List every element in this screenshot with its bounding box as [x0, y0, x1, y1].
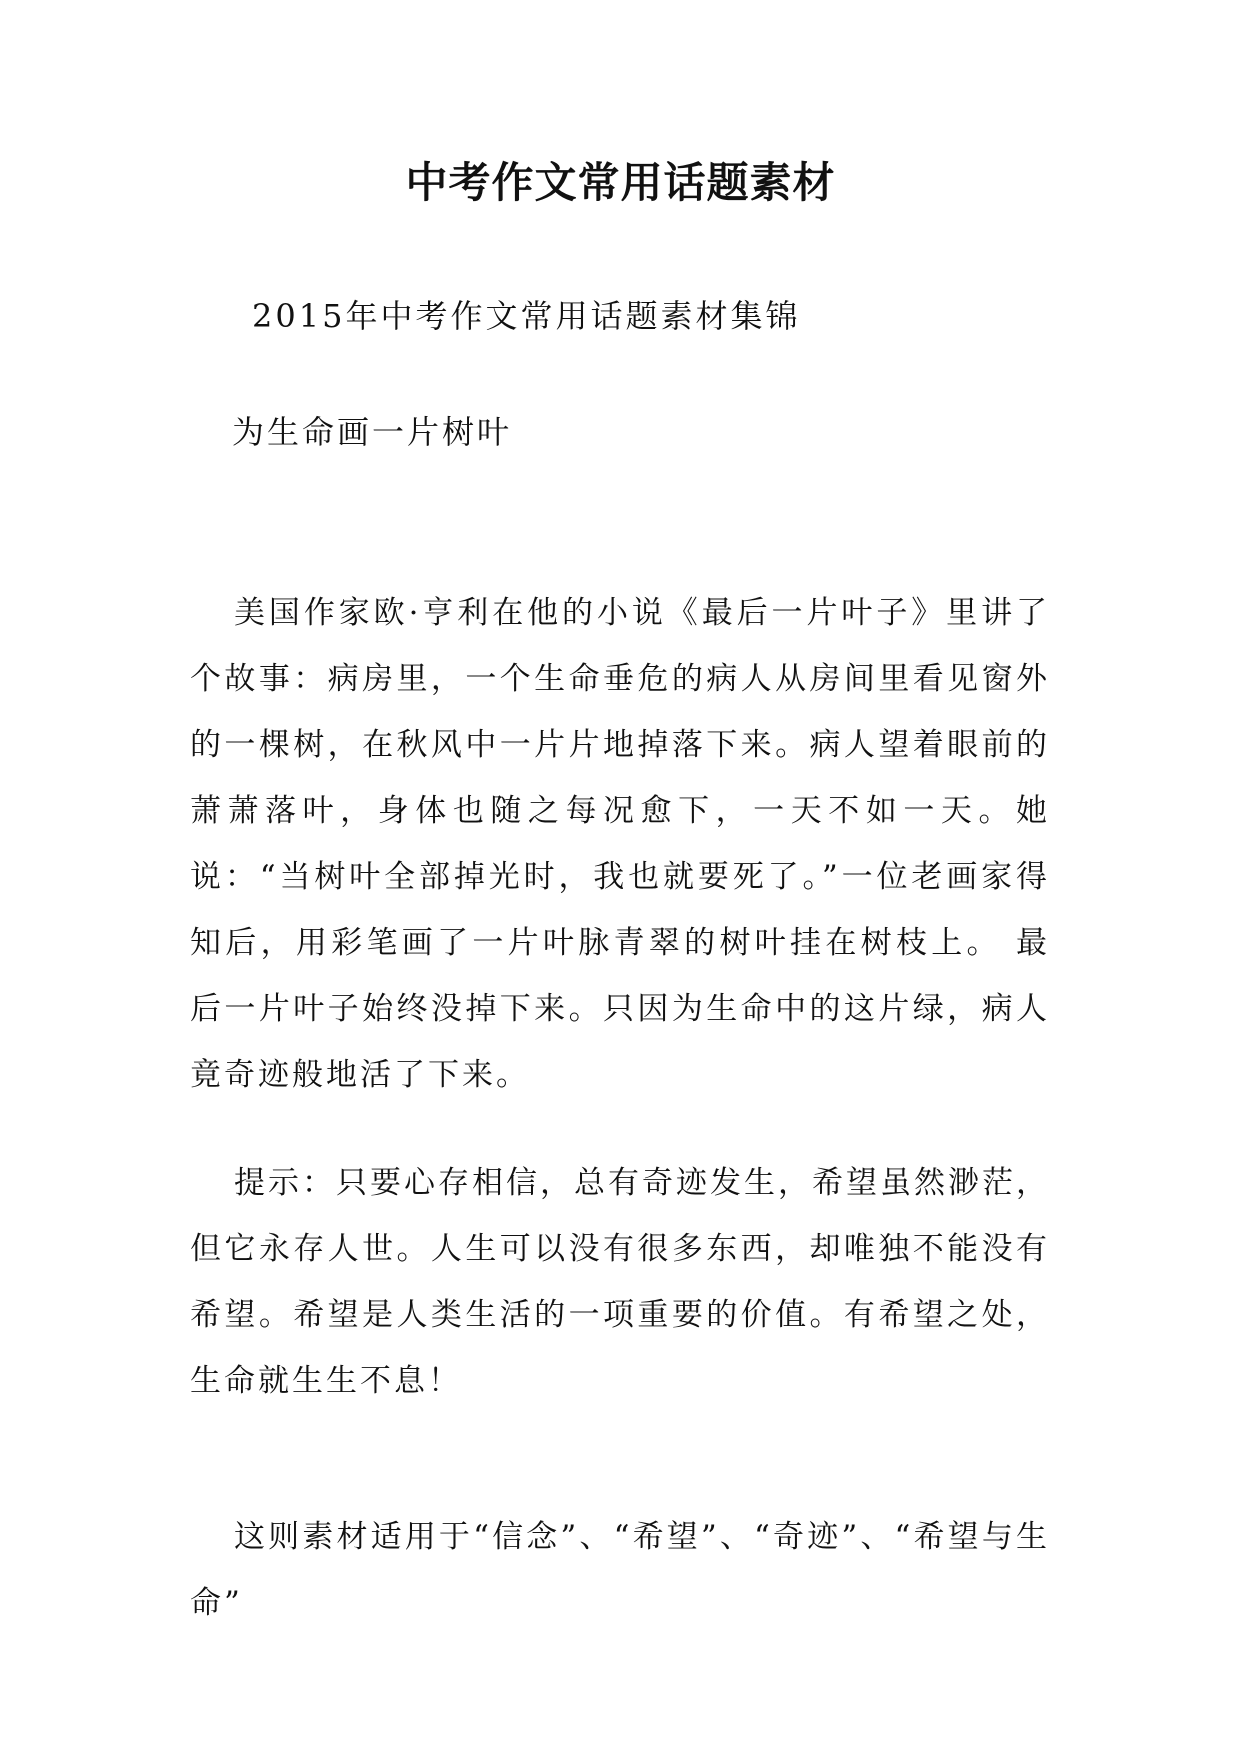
paragraph-usage: 这则素材适用于“信念”、“希望”、“奇迹”、“希望与生命”	[190, 1519, 1050, 1621]
document-subtitle: 2015年中考作文常用话题素材集锦	[252, 297, 801, 335]
paragraph-hint: 提示：只要心存相信，总有奇迹发生，希望虽然渺茫，但它永存人世。人生可以没有很多东西，却唯独不能没有希望。希望是人类生活的一项重要的价值。有希望之处，生命就生生不息！	[190, 1165, 1050, 1399]
document-title: 中考作文常用话题素材	[405, 158, 836, 207]
section-heading: 为生命画一片树叶	[232, 413, 513, 451]
paragraph-story: 美国作家欧·亨利在他的小说《最后一片叶子》里讲了个故事：病房里，一个生命垂危的病人从房间里看见窗外的一棵树，在秋风中一片片地掉落下来。病人望着眼前的萧萧落叶，身体也随之每况愈下，一天不如一天。她说：“当树叶全部掉光时，我也就要死了。”一位老画家得知后，用彩笔画了一片叶脉青翠的树叶挂在树枝上。 最后一片叶子始终没掉下来。只因为生命中的这片绿，病人竟奇迹般地活了下来。	[190, 595, 1050, 1093]
